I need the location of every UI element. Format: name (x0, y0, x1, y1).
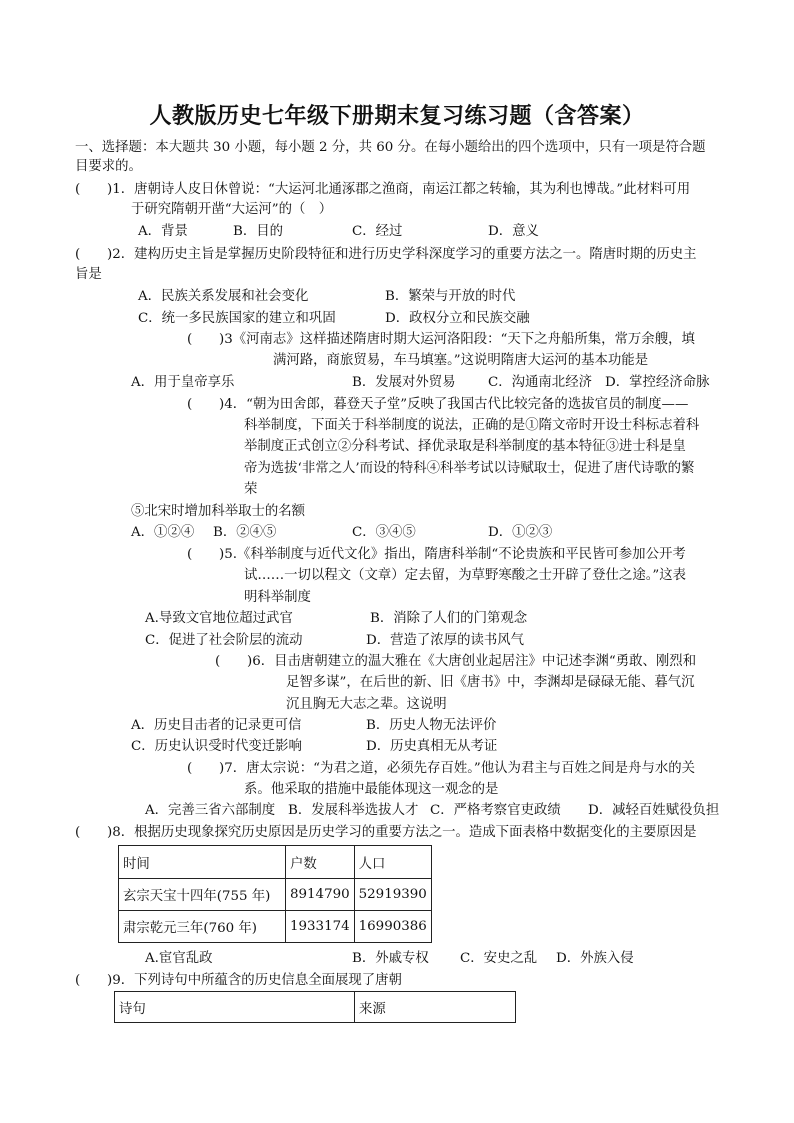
q7-stem-line-1: ( )7．唐太宗说：“为君之道，必须先存百姓。”他认为君主与百姓之间是舟与水的关 (187, 761, 696, 776)
q7-option-a: A．完善三省六部制度 (145, 803, 276, 818)
instructions-line-2: 目要求的。 (75, 159, 142, 174)
q1-stem-line-1: ( )1．唐朝诗人皮日休曾说：“大运河北通涿郡之渔商，南运江都之转输，其为利也博哉。”此材料可用 (75, 182, 691, 197)
table-cell: 1933174 (286, 911, 355, 943)
q5-stem-line-1: ( )5.《科举制度与近代文化》指出，隋唐科举制“不论贵族和平民皆可参加公开考 (187, 547, 686, 562)
q9-poem-table (114, 991, 516, 1023)
q7-stem-line-2: 系。他采取的措施中最能体现这一观念的是 (244, 782, 499, 797)
q3-stem-line-1: ( )3《河南志》这样描述隋唐时期大运河洛阳段：“天下之舟船所集，常万余艘，填 (187, 332, 695, 347)
q8-stem: ( )8．根据历史现象探究历史原因是历史学习的重要方法之一。造成下面表格中数据变化的主要原因是 (75, 825, 697, 840)
q6-option-d: D．历史真相无从考证 (366, 739, 498, 754)
table-cell: 玄宗天宝十四年(755 年) (119, 879, 286, 911)
q7-option-c: C．严格考察官吏政绩 (430, 803, 561, 818)
q6-stem-line-3: 沉且胸无大志之辈。这说明 (286, 697, 447, 712)
q3-stem-line-2: 满河路，商旅贸易，车马填塞。”这说明隋唐大运河的基本功能是 (273, 353, 649, 368)
q8-data-table (118, 845, 432, 943)
table-row (119, 879, 432, 911)
q4-option-d: D．①②③ (488, 525, 553, 540)
q9-stem: ( )9．下列诗句中所蕴含的历史信息全面展现了唐朝 (75, 973, 402, 988)
q4-stem-line-6: ⑤北宋时增加科举取士的名额 (131, 504, 306, 519)
q4-stem-line-4: 帝为选拔‘非常之人’而设的特科④科举考试以诗赋取士，促进了唐代诗歌的繁 (244, 461, 695, 476)
q4-option-b: B．②④⑤ (213, 525, 277, 540)
q4-stem-line-5: 荣 (244, 482, 258, 497)
q2-stem-line-1: ( )2．建构历史主旨是掌握历史阶段特征和进行历史学科深度学习的重要方法之一。隋唐时期的历史主 (75, 247, 697, 262)
table-cell: 8914790 (286, 879, 355, 911)
q6-option-a: A．历史目击者的记录更可信 (131, 718, 302, 733)
q1-option-a: A．背景 (138, 224, 188, 239)
table-header-cell: 诗句 (115, 992, 355, 1023)
q7-option-b: B．发展科举选拔人才 (288, 803, 419, 818)
q5-option-c: C．促进了社会阶层的流动 (145, 633, 303, 648)
table-cell: 16990386 (354, 911, 431, 943)
q4-stem-line-2: 科举制度，下面关于科举制度的说法，正确的是①隋文帝时开设士科标志着科 (244, 418, 700, 433)
q8-option-b: B．外戚专权 (352, 951, 429, 966)
q2-option-c: C．统一多民族国家的建立和巩固 (138, 311, 336, 326)
q2-stem-line-2: 旨是 (75, 267, 102, 282)
table-cell: 52919390 (354, 879, 431, 911)
instructions-line-1: 一、选择题：本大题共 30 小题，每小题 2 分，共 60 分。在每小题给出的四个选项中，只有一项是符合题 (75, 140, 706, 155)
q5-option-b: B．消除了人们的门第观念 (370, 611, 528, 626)
q5-option-a: A.导致文官地位超过武官 (145, 611, 293, 626)
table-header-row (119, 846, 432, 879)
table-header-cell: 来源 (355, 992, 516, 1023)
q8-option-d: D．外族入侵 (556, 951, 634, 966)
q2-option-a: A．民族关系发展和社会变化 (138, 289, 309, 304)
table-header-cell: 时间 (119, 846, 286, 879)
q1-option-b: B．目的 (233, 224, 284, 239)
q4-option-c: C．③④⑤ (352, 525, 416, 540)
table-cell: 肃宗乾元三年(760 年) (119, 911, 286, 943)
q8-option-c: C．安史之乱 (460, 951, 538, 966)
q2-option-d: D．政权分立和民族交融 (385, 311, 530, 326)
q3-option-b: B．发展对外贸易 (352, 375, 456, 390)
table-header-cell: 户数 (286, 846, 355, 879)
q6-stem-line-1: ( )6．目击唐朝建立的温大雅在《大唐创业起居注》中记述李渊“勇敢、刚烈和 (215, 654, 697, 669)
q3-option-a: A．用于皇帝享乐 (131, 375, 235, 390)
q1-option-c: C．经过 (352, 224, 403, 239)
q4-stem-line-3: 举制度正式创立②分科考试、择优录取是科举制度的基本特征③进士科是皇 (244, 439, 686, 454)
page-title: 人教版历史七年级下册期末复习练习题（含答案） (149, 104, 645, 129)
q5-stem-line-3: 明科举制度 (244, 590, 311, 605)
q2-option-b: B．繁荣与开放的时代 (385, 289, 516, 304)
table-header-cell: 人口 (354, 846, 431, 879)
q1-option-d: D．意义 (488, 224, 539, 239)
q6-option-c: C．历史认识受时代变迁影响 (131, 739, 302, 754)
q3-option-c: C．沟通南北经济 (488, 375, 592, 390)
q5-option-d: D．营造了浓厚的读书风气 (366, 633, 525, 648)
q6-stem-line-2: 足智多谋”，在后世的新、旧《唐书》中，李渊却是碌碌无能、暮气沉 (286, 675, 695, 690)
q3-option-d: D．掌控经济命脉 (605, 375, 710, 390)
q4-option-a: A．①②④ (131, 525, 195, 540)
q6-option-b: B．历史人物无法评价 (366, 718, 497, 733)
q4-stem-line-1: ( )4．“朝为田舍郎，暮登天子堂”反映了我国古代比较完备的选拔官员的制度—— (187, 397, 689, 412)
q1-stem-line-2: 于研究隋朝开凿“大运河”的（ ） (131, 202, 333, 217)
q8-option-a: A.宦官乱政 (145, 951, 213, 966)
q7-option-d: D．减轻百姓赋役负担 (588, 803, 720, 818)
q5-stem-line-2: 试……一切以程文（文章）定去留，为草野寒酸之士开辟了登仕之途。”这表 (244, 568, 687, 583)
table-row (119, 911, 432, 943)
table-header-row (115, 992, 516, 1023)
